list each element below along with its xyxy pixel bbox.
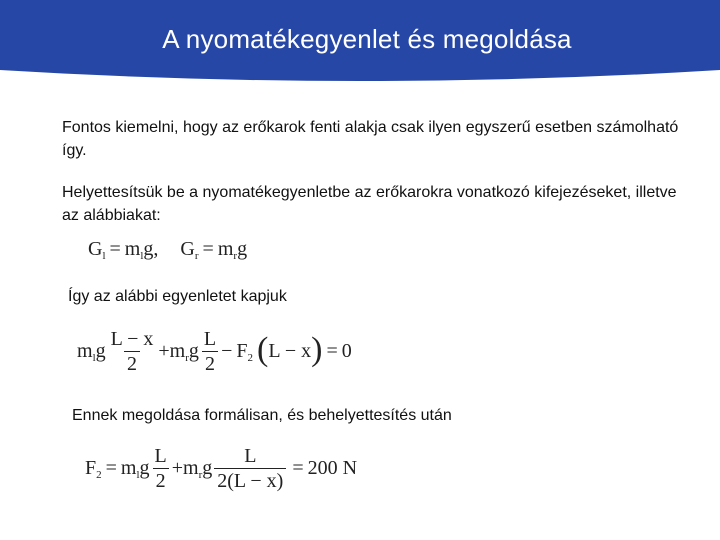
fraction-numerator: L bbox=[154, 445, 167, 467]
eq-operator: = bbox=[292, 457, 304, 479]
fraction-denominator: 2 bbox=[153, 468, 169, 492]
fraction-numerator: L bbox=[203, 328, 217, 350]
eq-subscript: r bbox=[185, 351, 189, 364]
eq-symbol: g bbox=[237, 238, 248, 260]
paragraph-resulting-equation: Így az alábbi egyenletet kapjuk bbox=[68, 288, 287, 305]
eq-symbol: F bbox=[85, 457, 97, 479]
fraction-denominator: 2 bbox=[124, 351, 140, 375]
eq-operator: − bbox=[221, 340, 233, 362]
eq-subscript: l bbox=[102, 249, 106, 262]
eq-symbol: g bbox=[139, 457, 150, 479]
fraction-numerator: L − x bbox=[110, 328, 154, 350]
eq-symbol: m bbox=[124, 238, 141, 260]
eq-operator: = bbox=[105, 457, 117, 479]
eq-fraction bbox=[152, 445, 170, 492]
eq-fraction bbox=[108, 328, 157, 375]
eq-operator: + bbox=[158, 340, 170, 362]
eq-operator: + bbox=[171, 457, 184, 479]
eq-subscript: r bbox=[233, 249, 238, 262]
eq-symbol: G bbox=[180, 238, 195, 260]
paragraph-note: Fontos kiemelni, hogy az erőkarok fenti alakja csak ilyen egyszerű esetben számolható így. bbox=[62, 119, 679, 159]
eq-separator: , bbox=[153, 238, 159, 260]
eq-operator: = bbox=[202, 238, 214, 260]
eq-subscript: 2 bbox=[96, 468, 102, 481]
eq-subscript: l bbox=[136, 468, 140, 481]
eq-fraction bbox=[201, 328, 219, 375]
eq-symbol: m bbox=[77, 340, 93, 362]
paragraph-solution: Ennek megoldása formálisan, és behelyettesítés után bbox=[72, 407, 452, 424]
fraction-numerator: L bbox=[244, 445, 257, 467]
fraction-denominator: 2(L − x) bbox=[214, 468, 286, 492]
eq-symbol: g bbox=[202, 457, 213, 479]
eq-symbol: g bbox=[143, 238, 154, 260]
eq-symbol: g bbox=[95, 340, 106, 362]
eq-operator: = bbox=[326, 340, 338, 362]
slide-header bbox=[0, 0, 720, 86]
eq-subscript: r bbox=[198, 468, 203, 481]
eq-result: 200 N bbox=[307, 457, 358, 479]
eq-symbol: G bbox=[88, 238, 103, 260]
paragraph-substitute: Helyettesítsük be a nyomatékegyenletbe az erőkarokra vonatkozó kifejezéseket, illetve az alábbiakat: bbox=[62, 184, 677, 224]
eq-symbol: m bbox=[120, 457, 137, 479]
equation-moment-balance bbox=[77, 328, 352, 375]
equation-weights bbox=[88, 238, 247, 261]
eq-symbol: g bbox=[188, 340, 199, 362]
eq-fraction bbox=[214, 445, 286, 492]
eq-subscript: r bbox=[194, 249, 199, 262]
eq-paren: ( bbox=[257, 330, 269, 368]
eq-value: 0 bbox=[341, 340, 352, 362]
equation-solution bbox=[85, 445, 357, 492]
eq-paren: ) bbox=[311, 330, 323, 368]
fraction-denominator: 2 bbox=[202, 351, 218, 375]
eq-symbol: m bbox=[183, 457, 199, 479]
slide-title: A nyomatékegyenlet és megoldása bbox=[162, 24, 572, 54]
eq-subscript: l bbox=[140, 249, 144, 262]
eq-symbol: m bbox=[169, 340, 186, 362]
eq-subscript: l bbox=[92, 351, 96, 364]
eq-operator: = bbox=[109, 238, 121, 260]
eq-symbol: m bbox=[217, 238, 234, 260]
eq-expression: L − x bbox=[268, 340, 312, 362]
eq-subscript: 2 bbox=[247, 351, 254, 364]
eq-symbol: F bbox=[236, 340, 248, 362]
